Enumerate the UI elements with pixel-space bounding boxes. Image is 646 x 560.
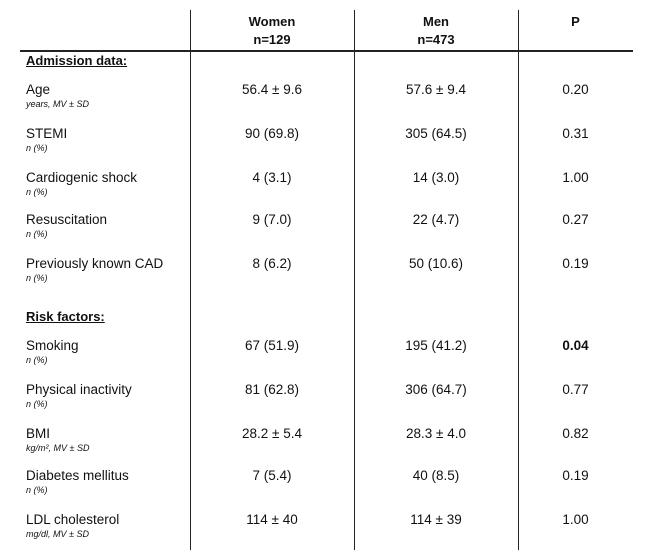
p-value: 1.00 bbox=[562, 170, 589, 185]
women-value: 28.2 ± 5.4 bbox=[242, 426, 302, 441]
row-unit: n (%) bbox=[26, 355, 48, 365]
header-men bbox=[354, 13, 518, 49]
p-value: 0.82 bbox=[562, 426, 589, 441]
women-value: 114 ± 40 bbox=[246, 512, 298, 527]
section-admission-data: Admission data: bbox=[26, 53, 128, 68]
men-value: 50 (10.6) bbox=[408, 256, 464, 271]
section-risk-factors: Risk factors: bbox=[26, 309, 105, 324]
p-value: 0.27 bbox=[562, 212, 589, 227]
table-row bbox=[0, 381, 646, 421]
row-unit: n (%) bbox=[26, 187, 48, 197]
header-men-n: n=473 bbox=[417, 32, 455, 47]
table-row bbox=[0, 125, 646, 165]
header-p bbox=[518, 13, 633, 31]
row-label: BMI bbox=[26, 426, 51, 441]
row-unit: n (%) bbox=[26, 229, 48, 239]
row-unit: n (%) bbox=[26, 485, 48, 495]
row-label: Smoking bbox=[26, 338, 79, 353]
p-value-significant: 0.04 bbox=[562, 338, 589, 353]
women-value: 67 (51.9) bbox=[244, 338, 300, 353]
header-women-n: n=129 bbox=[253, 32, 291, 47]
p-value: 0.31 bbox=[562, 126, 589, 141]
row-unit: years, MV ± SD bbox=[26, 99, 89, 109]
row-unit: n (%) bbox=[26, 399, 48, 409]
header-p-title: P bbox=[571, 14, 580, 29]
men-value: 306 (64.7) bbox=[405, 382, 467, 397]
header-women-title: Women bbox=[248, 14, 296, 29]
men-value: 57.6 ± 9.4 bbox=[406, 82, 466, 97]
row-unit: mg/dl, MV ± SD bbox=[26, 529, 89, 539]
men-value: 40 (8.5) bbox=[412, 468, 460, 483]
row-label: Physical inactivity bbox=[26, 382, 132, 397]
women-value: 7 (5.4) bbox=[252, 468, 292, 483]
p-value: 0.20 bbox=[562, 82, 589, 97]
p-value: 1.00 bbox=[562, 512, 589, 527]
p-value: 0.19 bbox=[562, 468, 589, 483]
row-label: Cardiogenic shock bbox=[26, 170, 138, 185]
row-unit: n (%) bbox=[26, 273, 48, 283]
women-value: 56.4 ± 9.6 bbox=[242, 82, 302, 97]
header-men-title: Men bbox=[423, 14, 449, 29]
p-value: 0.19 bbox=[562, 256, 589, 271]
table-row bbox=[0, 511, 646, 551]
men-value: 114 ± 39 bbox=[410, 512, 462, 527]
table-row bbox=[0, 467, 646, 507]
table-row bbox=[0, 169, 646, 209]
men-value: 305 (64.5) bbox=[405, 126, 467, 141]
header-women bbox=[190, 13, 354, 49]
row-unit: n (%) bbox=[26, 143, 48, 153]
table-row bbox=[0, 337, 646, 377]
men-value: 14 (3.0) bbox=[412, 170, 460, 185]
row-label: Diabetes mellitus bbox=[26, 468, 129, 483]
row-label: STEMI bbox=[26, 126, 68, 141]
table-row bbox=[0, 255, 646, 295]
women-value: 81 (62.8) bbox=[244, 382, 300, 397]
row-label: LDL cholesterol bbox=[26, 512, 120, 527]
women-value: 8 (6.2) bbox=[252, 256, 292, 271]
women-value: 90 (69.8) bbox=[244, 126, 300, 141]
row-unit: kg/m², MV ± SD bbox=[26, 443, 90, 453]
women-value: 4 (3.1) bbox=[252, 170, 292, 185]
men-value: 195 (41.2) bbox=[405, 338, 467, 353]
men-value: 28.3 ± 4.0 bbox=[406, 426, 466, 441]
row-label: Previously known CAD bbox=[26, 256, 164, 271]
table-row bbox=[0, 211, 646, 251]
women-value: 9 (7.0) bbox=[252, 212, 292, 227]
men-value: 22 (4.7) bbox=[412, 212, 460, 227]
p-value: 0.77 bbox=[562, 382, 589, 397]
table-row bbox=[0, 425, 646, 465]
row-label: Age bbox=[26, 82, 51, 97]
row-label: Resuscitation bbox=[26, 212, 108, 227]
table-row bbox=[0, 81, 646, 121]
header-divider bbox=[20, 50, 633, 52]
